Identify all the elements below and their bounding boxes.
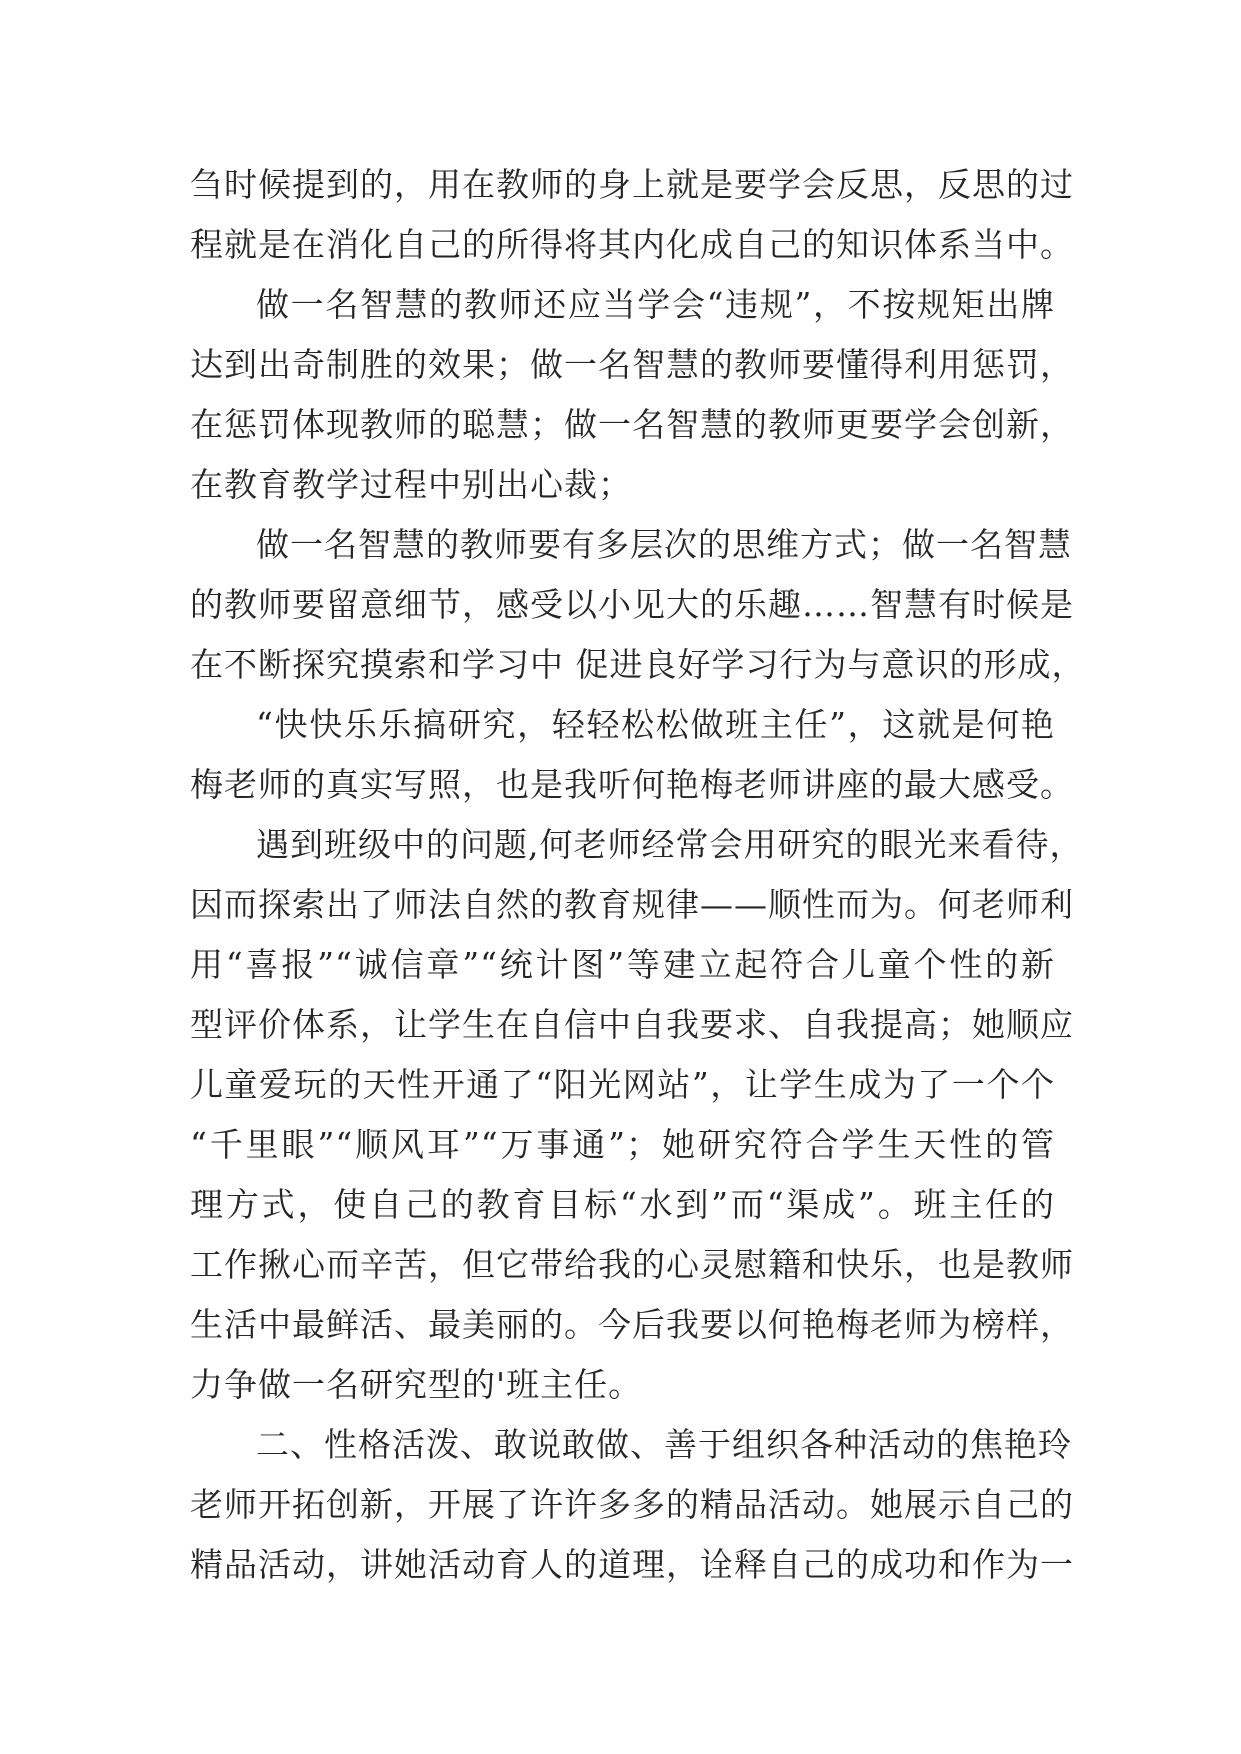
text-line: 二、性格活泼、敢说敢做、善于组织各种活动的焦艳玲	[256, 1425, 1072, 1464]
text-line: 在惩罚体现教师的聪慧；做一名智慧的教师更要学会创新，	[190, 405, 1074, 444]
text-line: 儿童爱玩的天性开通了“阳光网站”，让学生成为了一个个	[190, 1065, 1055, 1104]
text-line: 梅老师的真实写照，也是我听何艳梅老师讲座的最大感受。	[190, 765, 1074, 804]
text-line: 型评价体系，让学生在自信中自我要求、自我提高；她顺应	[190, 1005, 1074, 1044]
text-line: 工作揪心而辛苦，但它带给我的心灵慰籍和快乐，也是教师	[190, 1245, 1074, 1284]
text-line: 力争做一名研究型的'班主任。	[190, 1365, 643, 1404]
text-line: 达到出奇制胜的效果；做一名智慧的教师要懂得利用惩罚，	[190, 345, 1074, 384]
text-line: 在教育教学过程中别出心裁；	[190, 465, 632, 504]
text-line: 刍时候提到的，用在教师的身上就是要学会反思，反思的过	[190, 165, 1074, 204]
text-line: 的教师要留意细节，感受以小见大的乐趣……智慧有时候是	[190, 585, 1074, 624]
text-line: 程就是在消化自己的所得将其内化成自己的知识体系当中。	[190, 225, 1074, 264]
document-body	[190, 155, 1086, 1595]
text-line: 精品活动，讲她活动育人的道理，诠释自己的成功和作为一	[190, 1545, 1074, 1584]
text-line: 做一名智慧的教师要有多层次的思维方式；做一名智慧	[256, 525, 1072, 564]
text-line: “千里眼”“顺风耳”“万事通”；她研究符合学生天性的管	[190, 1125, 1055, 1164]
text-line: 遇到班级中的问题,何老师经常会用研究的眼光来看待，	[256, 825, 1084, 864]
text-line: 因而探索出了师法自然的教育规律——顺性而为。何老师利	[190, 885, 1074, 924]
text-line: “快快乐乐搞研究，轻轻松松做班主任”，这就是何艳	[256, 705, 1055, 744]
text-line: 用“喜报”“诚信章”“统计图”等建立起符合儿童个性的新	[190, 945, 1055, 984]
text-line: 做一名智慧的教师还应当学会“违规”，不按规矩出牌	[256, 285, 1055, 324]
text-line: 理方式，使自己的教育目标“水到”而“渠成”。班主任的	[190, 1185, 1055, 1224]
text-line: 老师开拓创新，开展了许许多多的精品活动。她展示自己的	[190, 1485, 1074, 1524]
text-line: 生活中最鲜活、最美丽的。今后我要以何艳梅老师为榜样，	[190, 1305, 1074, 1344]
text-line: 在不断探究摸索和学习中 促进良好学习行为与意识的形成，	[190, 645, 1086, 684]
